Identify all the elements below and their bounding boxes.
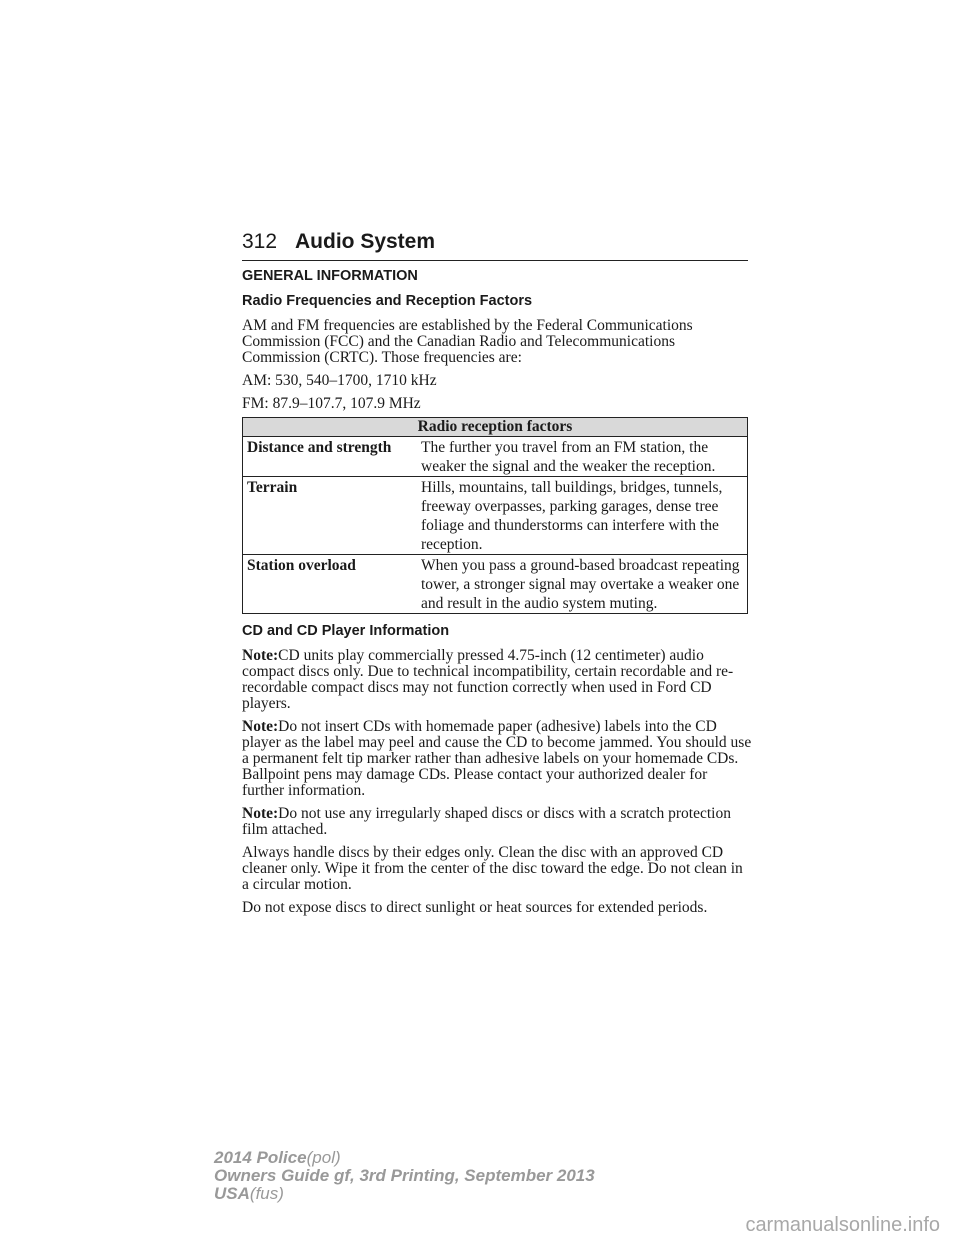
general-information-heading: GENERAL INFORMATION [242, 268, 418, 284]
am-frequencies: AM: 530, 540–1700, 1710 kHz [242, 372, 437, 389]
page-number: 312 [242, 230, 278, 253]
frequencies-intro: AM and FM frequencies are established by the Federal Communications Commission (FCC) and the Canadian Radio and Telecommunications Commission (CRTC). Those frequencies are: [242, 317, 693, 366]
note-paragraph [242, 719, 752, 799]
watermark: carmanualsonline.info [745, 1214, 940, 1236]
table-row [243, 477, 748, 555]
note-text: CD units play commercially pressed 4.75-inch (12 centimeter) audio compact discs only. Due to technical incompatibility, certain recordable and re-recordable compact discs may not function correctly when used in Ford CD players. [242, 647, 734, 712]
description-cell: Hills, mountains, tall buildings, bridges, tunnels, freeway overpasses, parking garages, dense tree foliage and thunderstorms can interfere with the reception. [415, 477, 748, 555]
note-label: Note: [242, 647, 279, 664]
factor-cell: Station overload [243, 555, 416, 614]
fm-frequencies: FM: 87.9–107.7, 107.9 MHz [242, 395, 421, 412]
footer-model: 2014 Police [214, 1148, 307, 1167]
footer-market: USA [214, 1184, 250, 1203]
page-content [242, 268, 752, 923]
factor-cell: Distance and strength [243, 437, 416, 477]
table-header-row [243, 418, 748, 437]
radio-reception-factors-table [242, 417, 748, 614]
footer-model-code: (pol) [306, 1148, 341, 1167]
footer-line-3 [214, 1185, 595, 1203]
page-header [242, 228, 748, 261]
note-text: Do not insert CDs with homemade paper (adhesive) labels into the CD player as the label may peel and cause the CD to become jammed. You should use a permanent felt tip marker rather than adhesive labels on your homemade CDs. Ballpoint pens may damage CDs. Please contact your authorized dealer for further information. [242, 718, 752, 799]
factor-cell: Terrain [243, 477, 416, 555]
table-row [243, 555, 748, 614]
footer-market-code: (fus) [249, 1184, 284, 1203]
disc-exposure-paragraph: Do not expose discs to direct sunlight or heat sources for extended periods. [242, 899, 708, 916]
note-label: Note: [242, 718, 279, 735]
section-title: Audio System [295, 230, 436, 253]
description-cell: The further you travel from an FM station, the weaker the signal and the weaker the reception. [415, 437, 748, 477]
disc-handling-paragraph: Always handle discs by their edges only. Clean the disc with an approved CD cleaner only. Wipe it from the center of the disc toward the edge. Do not clean in a circular motion. [242, 844, 743, 893]
footer-line-1 [214, 1149, 595, 1167]
note-paragraph [242, 806, 752, 838]
note-label: Note: [242, 805, 279, 822]
footer-line-2: Owners Guide gf, 3rd Printing, September 2013 [214, 1166, 595, 1185]
note-text: Do not use any irregularly shaped discs or discs with a scratch protection film attached. [242, 805, 731, 838]
description-cell: When you pass a ground-based broadcast repeating tower, a stronger signal may overtake a weaker one and result in the audio system muting. [415, 555, 748, 614]
radio-frequencies-heading: Radio Frequencies and Reception Factors [242, 293, 533, 309]
table-row [243, 437, 748, 477]
page-footer [214, 1149, 595, 1203]
cd-information-heading: CD and CD Player Information [242, 623, 450, 639]
table-title: Radio reception factors [243, 418, 748, 437]
note-paragraph [242, 648, 752, 712]
